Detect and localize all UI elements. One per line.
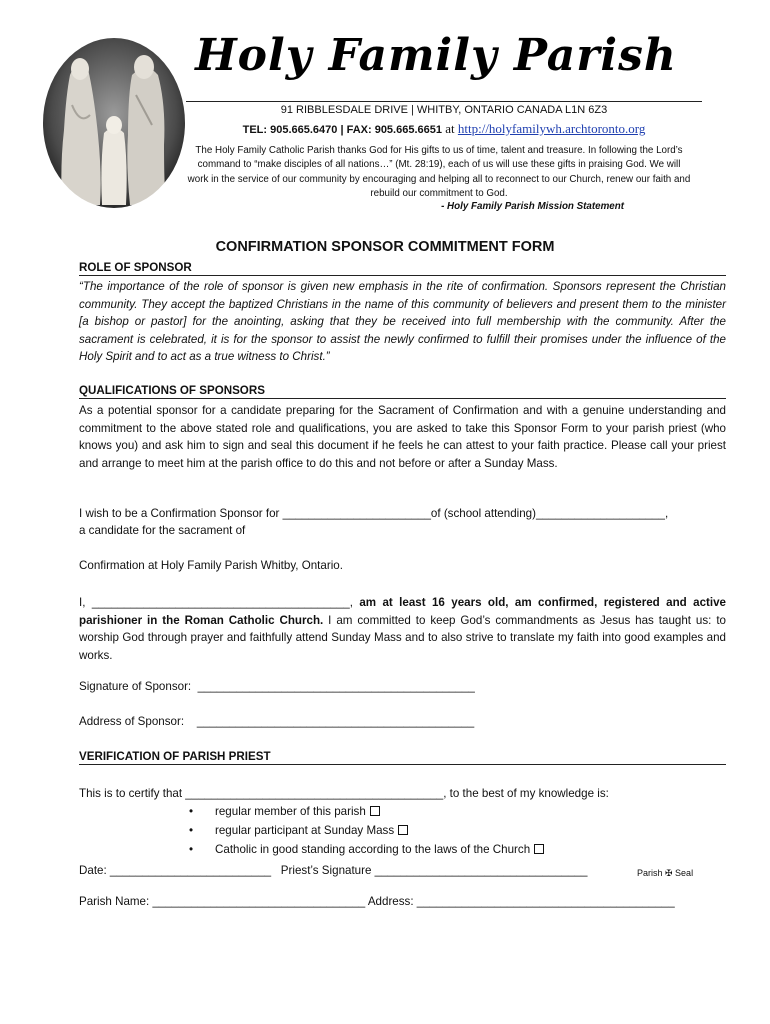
at-text: at bbox=[441, 121, 458, 136]
form-title: CONFIRMATION SPONSOR COMMITMENT FORM bbox=[215, 239, 555, 255]
parish-seal-label: Parish ✠ Seal bbox=[637, 868, 694, 878]
checklist-label: Catholic in good standing according to the laws of the Church bbox=[215, 842, 531, 856]
checkbox-icon[interactable] bbox=[398, 825, 408, 835]
pledge-rest-text: I am committed to keep God’s commandments as Jesus has taught us: to worship God through prayer and faithfully attend Sunday Mass and to also strive to translate my faith into good examples and works. bbox=[79, 613, 726, 662]
date-signature-line[interactable]: Date: _________________________ Priest’s Signature _________________________________ bbox=[79, 864, 588, 877]
qualifications-heading: QUALIFICATIONS OF SPONSORS bbox=[79, 384, 726, 399]
pledge-name-field[interactable]: I, ________________________________________, bbox=[79, 596, 360, 609]
checklist-item bbox=[185, 841, 544, 860]
parish-contact bbox=[186, 121, 702, 137]
tel-fax: TEL: 905.665.6470 | FAX: 905.665.6651 bbox=[242, 124, 442, 136]
checkbox-icon[interactable] bbox=[370, 806, 380, 816]
sponsor-signature-field[interactable]: Signature of Sponsor: ___________________________________________ bbox=[79, 680, 475, 693]
sponsor-pledge bbox=[79, 594, 726, 664]
checkbox-icon[interactable] bbox=[534, 844, 544, 854]
parish-title: Holy Family Parish bbox=[195, 30, 677, 81]
sponsor-address-field[interactable]: Address of Sponsor: ___________________________________________ bbox=[79, 715, 475, 728]
website-link[interactable]: http://holyfamilywh.archtoronto.org bbox=[457, 121, 646, 136]
candidate-line: a candidate for the sacrament of bbox=[79, 524, 246, 537]
role-text: “The importance of the role of sponsor is given new emphasis in the rite of confirmation. Sponsors represent the Christian community. They accept the baptized Christians in the name of this community of believers and present them to the minister [a bishop or pastor] for the anointing, asking that they be received into full membership with the community. After the sacrament is celebrated, it is for the sponsor to assist the newly confirmed to fulfill their promises under the influence of the Holy Spirit and to act as a true witness to Christ.” bbox=[79, 280, 726, 363]
parish-name-address-line[interactable]: Parish Name: _________________________________ Address: ________________________________________ bbox=[79, 895, 675, 908]
checklist-label: regular participant at Sunday Mass bbox=[215, 823, 395, 837]
checklist-item bbox=[185, 822, 544, 841]
qualifications-text: As a potential sponsor for a candidate preparing for the Sacrament of Confirmation and with a genuine understanding and commitment to the above stated role and qualifications, you are asked to take this Sponsor Form to your parish priest (who knows you) and ask him to sign and seal this document if he feels he can attest to your faith practice. Please call your priest and arrange to meet him at the parish office to do this and not before or after a Sunday Mass. bbox=[79, 404, 726, 470]
certify-line[interactable]: This is to certify that ________________________________________, to the best of my knowledge is: bbox=[79, 787, 609, 800]
checklist-label: regular member of this parish bbox=[215, 805, 366, 818]
pledge-bold-text: am at least 16 years old, am confirmed, registered and active parishioner in the Roman Catholic Church. bbox=[79, 596, 726, 627]
holy-family-statue-photo bbox=[40, 35, 188, 211]
sponsor-wish-line[interactable]: I wish to be a Confirmation Sponsor for _______________________of (school attending)____________________, bbox=[79, 507, 669, 520]
parish-address: 91 RIBBLESDALE DRIVE | WHITBY, ONTARIO CANADA L1N 6Z3 bbox=[280, 104, 608, 116]
confirmation-line: Confirmation at Holy Family Parish Whitby, Ontario. bbox=[79, 559, 343, 572]
header-divider bbox=[186, 101, 702, 102]
mission-statement: The Holy Family Catholic Parish thanks God for His gifts to us of time, talent and treasure. In following the Lord’s command to “make disciples of all nations…” (Mt. 28:19), each of us will use these gifts in praising God. We will work in the service of our community by encouraging and helping all to reconnect to our Church, renew our faith and rebuild our commitment to God. bbox=[187, 145, 691, 200]
verification-heading: VERIFICATION OF PARISH PRIEST bbox=[79, 750, 726, 765]
checklist-item bbox=[185, 803, 544, 822]
role-heading: ROLE OF SPONSOR bbox=[79, 261, 726, 276]
verification-checklist bbox=[185, 803, 544, 859]
mission-attribution: - Holy Family Parish Mission Statement bbox=[441, 201, 624, 212]
